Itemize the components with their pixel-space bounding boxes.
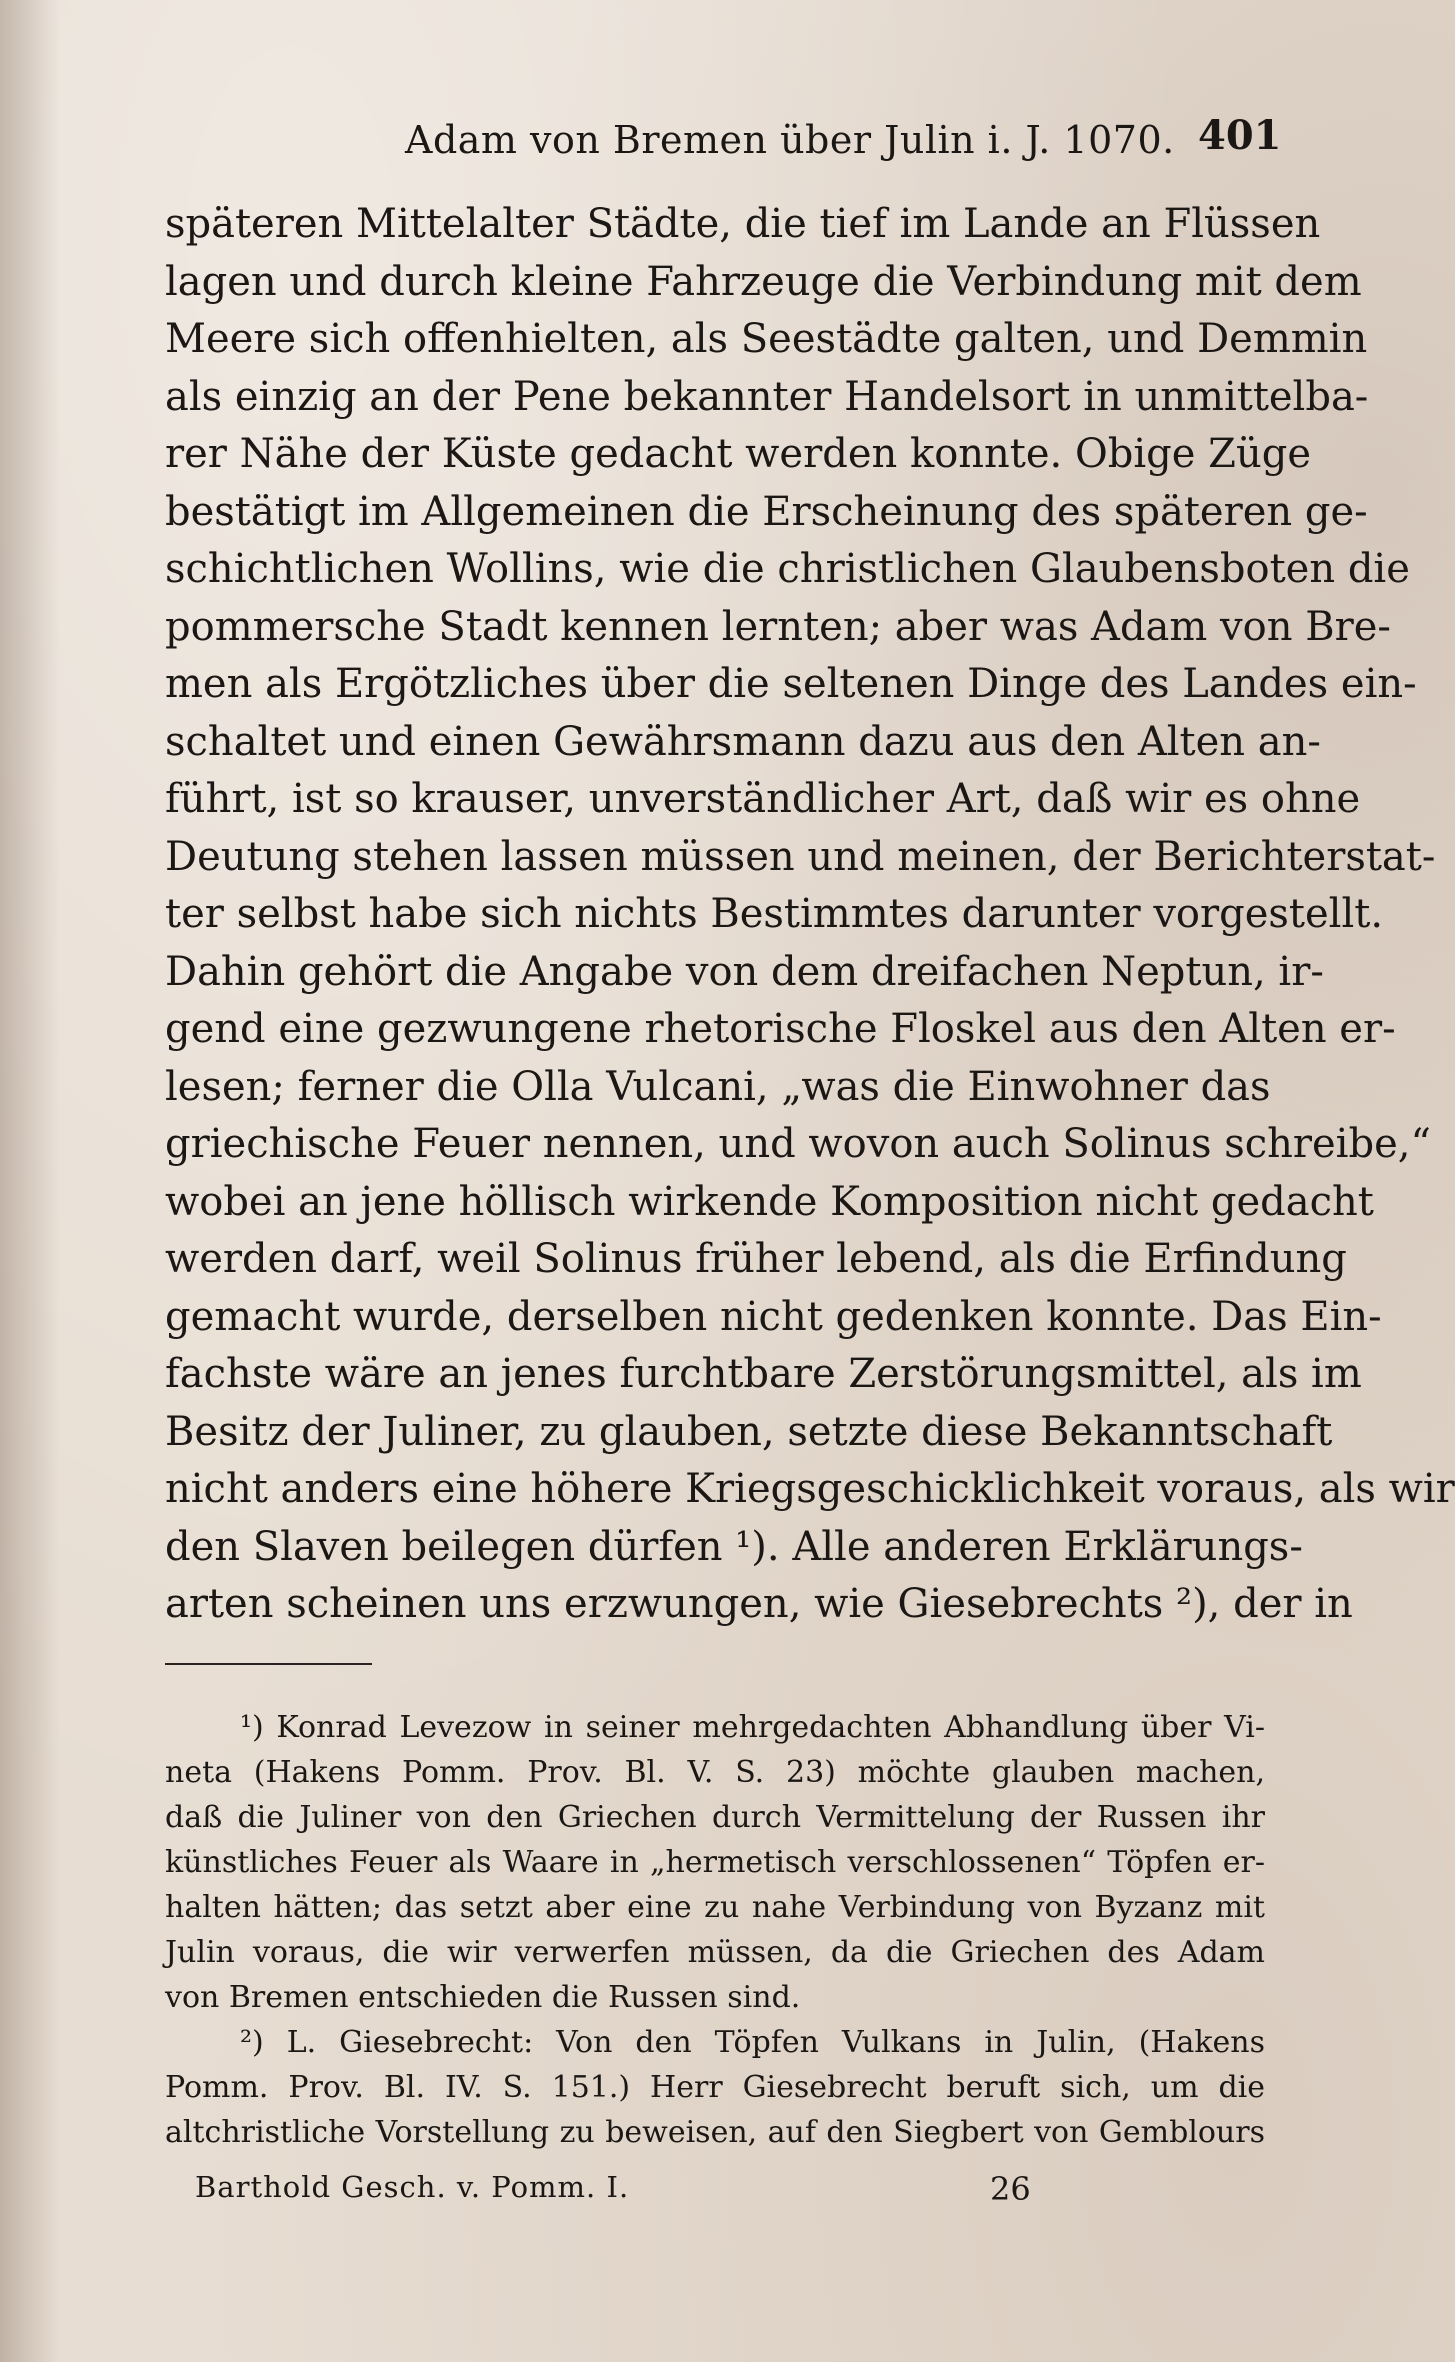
text-line: griechische Feuer nennen, und wovon auch Solinus schreibe,“ [165,1121,1431,1167]
text-line: gemacht wurde, derselben nicht gedenken konnte. Das Ein- [165,1293,1382,1340]
footnote-line: ²) L. Giesebrecht: Von den Töpfen Vulkans in Julin, (Hakens [240,2025,1265,2060]
text-line: schichtlichen Wollins, wie die christlichen Glaubensboten die [165,546,1410,592]
text-line: Meere sich offenhielten, als Seestädte galten, und Demmin [165,316,1368,362]
running-title: Adam von Bremen über Julin i. J. 1070. [405,118,1175,162]
text-line: nicht anders eine höhere Kriegsgeschicklichkeit voraus, als wir [165,1466,1455,1512]
text-line: arten scheinen uns erzwungen, wie Giesebrechts ²), der in [165,1581,1353,1627]
printer-signature: Barthold Gesch. v. Pomm. I. [195,2170,630,2204]
footnote-line: Julin voraus, die wir verwerfen müssen, da die Griechen des Adam [165,1935,1265,1970]
text-line: men als Ergötzliches über die seltenen Dinge des Landes ein- [165,661,1417,707]
text-line: pommersche Stadt kennen lernten; aber was Adam von Bre- [165,603,1391,650]
text-line: gend eine gezwungene rhetorische Floskel aus den Alten er- [165,1006,1396,1052]
text-line: schaltet und einen Gewährsmann dazu aus den Alten an- [165,718,1321,765]
text-line: Deutung stehen lassen müssen und meinen, der Berichterstat- [165,833,1436,880]
text-line: lesen; ferner die Olla Vulcani, „was die Einwohner das [165,1063,1271,1110]
footnote-divider [165,1663,372,1665]
signature-number: 26 [990,2170,1031,2208]
text-line: Dahin gehört die Angabe von dem dreifachen Neptun, ir- [165,948,1324,995]
text-line: lagen und durch kleine Fahrzeuge die Verbindung mit dem [165,258,1362,305]
footnote-line: neta (Hakens Pomm. Prov. Bl. V. S. 23) möchte glauben machen, [165,1755,1265,1790]
text-line: führt, ist so krauser, unverständlicher Art, daß wir es ohne [165,776,1361,822]
footnote-line: von Bremen entschieden die Russen sind. [165,1980,801,2015]
text-line: den Slaven beilegen dürfen ¹). Alle anderen Erklärungs- [165,1523,1303,1570]
text-line: bestätigt im Allgemeinen die Erscheinung des späteren ge- [165,488,1368,535]
main-text [165,196,1455,1634]
footnote-line: ¹) Konrad Levezow in seiner mehrgedachten Abhandlung über Vi- [240,1710,1265,1745]
text-line: ter selbst habe sich nichts Bestimmtes darunter vorgestellt. [165,891,1384,937]
footnote-line: halten hätten; das setzt aber eine zu nahe Verbindung von Byzanz mit [165,1890,1265,1925]
footnote-line: Pomm. Prov. Bl. IV. S. 151.) Herr Giesebrecht beruft sich, um die [165,2070,1265,2105]
text-line: als einzig an der Pene bekannter Handelsort in unmittelba- [165,373,1369,420]
text-line: werden darf, weil Solinus früher lebend, als die Erfindung [165,1236,1347,1282]
footnote-line: daß die Juliner von den Griechen durch Vermittelung der Russen ihr [165,1800,1265,1835]
footnote-line: altchristliche Vorstellung zu beweisen, auf den Siegbert von Gemblours [165,2115,1265,2150]
footnotes [165,1705,1265,2155]
text-line: fachste wäre an jenes furchtbare Zerstörungsmittel, als im [165,1351,1362,1397]
text-line: späteren Mittelalter Städte, die tief im Lande an Flüssen [165,201,1321,247]
text-line: rer Nähe der Küste gedacht werden konnte. Obige Züge [165,431,1311,477]
footnote-line: künstliches Feuer als Waare in „hermetisch verschlossenen“ Töpfen er- [165,1845,1265,1880]
text-line: wobei an jene höllisch wirkende Komposition nicht gedacht [165,1178,1374,1225]
page-number: 401 [1198,112,1282,159]
text-line: Besitz der Juliner, zu glauben, setzte diese Bekanntschaft [165,1408,1333,1455]
spine-shadow [0,0,60,2362]
